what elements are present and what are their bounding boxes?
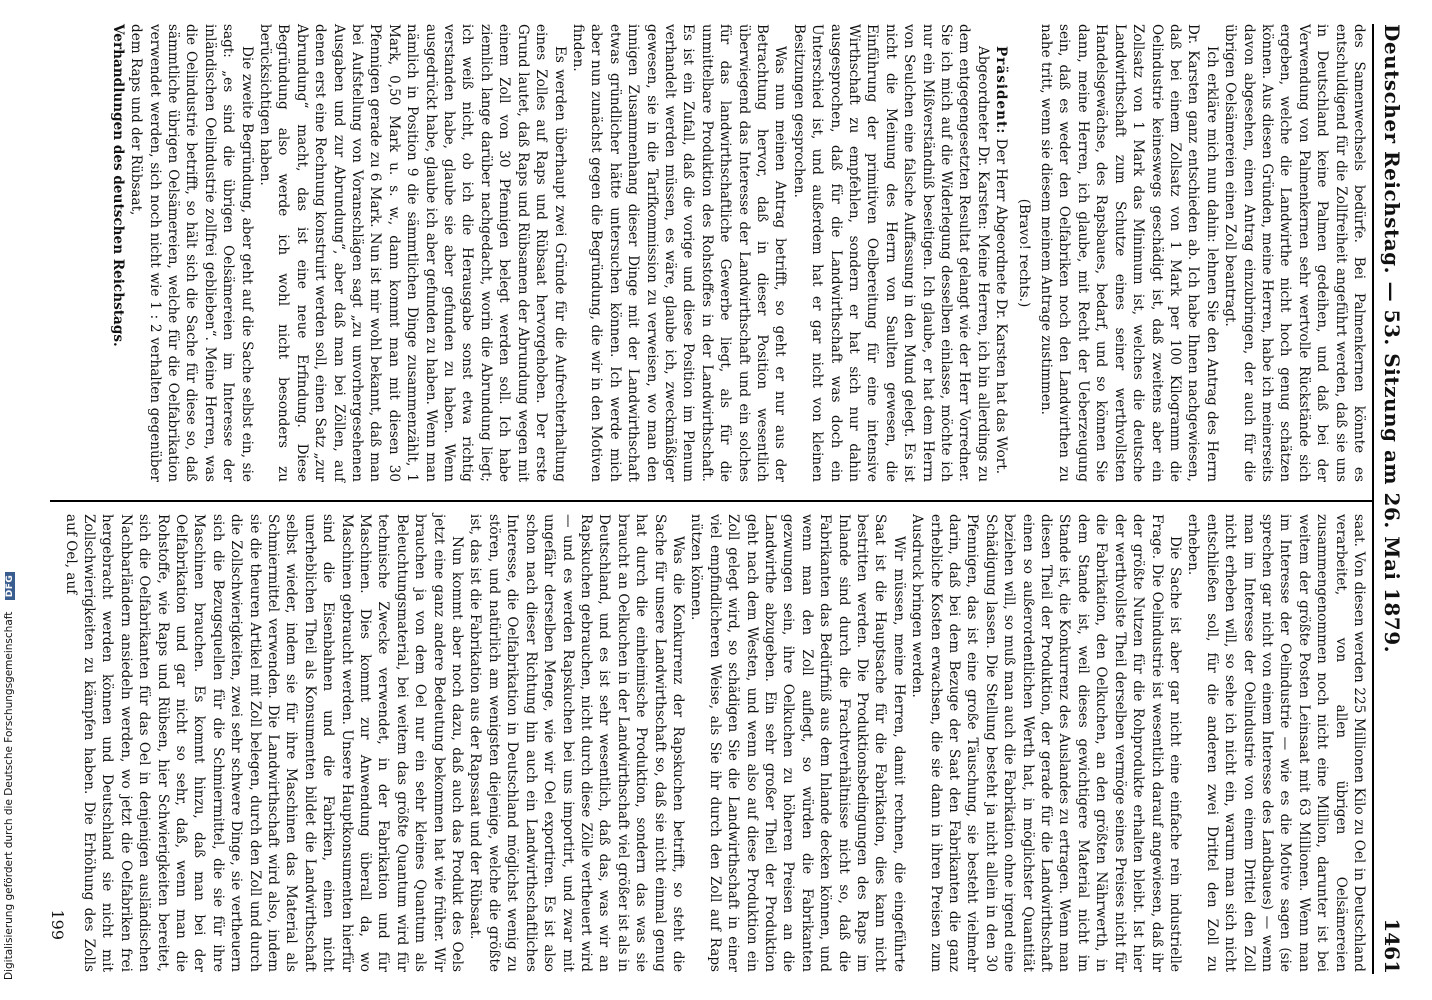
header-rule: [1372, 24, 1374, 974]
page-title: Deutscher Reichstag. — 53. Sitzung am 26. Mai 1879.: [1380, 24, 1404, 654]
page-number: 1461: [1380, 918, 1404, 974]
paragraph: Die Sache ist aber gar nicht eine einfache rein industrielle Frage. Die Oelindustrie ist wesentlich darauf angewiesen, daß ihr der größte Nutzen für die Rohprodukte erhalten bleibt. Ist hier der werthvollste Theil derselben vermöge seines Preises nicht für die Fabrikation, den Oelkuchen, an den größten Nährwerth, in dem Stande ist, weil dieses gewichtigere Material nicht im Stande ist, die Konkurrenz des Auslandes zu ertragen. Wenn man diesen Theil der Produktion, der gerade für die Landwirthschaft einen so außerordentlichen Werth hat, in möglichster Quantität beziehen will, so muß man auch die Fabrikation ohne irgend eine Schädigung lassen. Die Stellung besteht ja nicht allein in den 30 Pfennigen, das ist eine große Täuschung, sie besteht vielmehr darin, daß bei dem Bezuge der Saat den Fabrikanten die ganz erhebliche Kosten erwachsen, die sie dann in ihren Preisen zum Ausdruck bringen werden.: [909, 514, 1183, 972]
signature-line: Verhandlungen des deutschen Reichstags.: [109, 24, 126, 347]
paragraph: Die zweite Begründung, aber geht auf die Sache selbst ein, sie sagt: „es sind die übrigen Oelsämereien im Interesse der inländischen Oelindustrie zollfrei geblieben“. Meine Herren, was die Oelindustrie betrifft, so hält sich die Sache für diese so, daß sämmtliche übrigen Oelsämereien, welche für die Oelfabrikation verwendet werden, sich noch nicht wie 1 : 2 verhalten gegenüber dem Raps und der Rübsaat,: [128, 24, 255, 482]
footer-credit-text: Digitalisierung gefördert durch die Deutsche Forschungsgemeinschaft: [3, 611, 15, 980]
paragraph: Was nun meinen Antrag betrifft, so geht er nur aus der Betrachtung hervor, daß in dieser Position wesentlich überwiegend das Interesse der Landwirthschaft und ein solches für das landwirthschaftliche Gewerbe liegt, als für die unmittelbare Produktion des Rohstoffes in der Landwirthschaft. Es ist ein Zufall, daß die vorige und diese Position im Plenum verhandelt werden müssen, es wäre, glaube ich, zweckmäßiger gewesen, sie in die Tarifkommission zu verweisen, wo man den innigen Zusammenhang dieser Dinge mit der Landwirthschaft etwas gründlicher hätte untersuchen können. Ich werde mich aber nun zunächst gegen die Begründung, die wir in den Motiven finden.: [569, 24, 789, 482]
applause-note: (Bravo! rechts.): [1015, 198, 1032, 308]
column-divider: [50, 500, 1372, 502]
left-column: [108, 24, 1368, 482]
paragraph: Ich erkläre mich nun dahin: lehnen Sie den Antrag des Herrn Dr. Karsten ganz entschieden ab. Ich habe Ihnen nachgewiesen, daß bei einem Zollsatz von 1 Mark per 100 Kilogramm die Oelindustrie keineswegs geschädigt ist, daß zweitens aber ein Zollsatz von 1 Mark das Minimum ist, welches die deutsche Landwirthschaft zum Schutze eines seiner werthvollsten Handelsgewächse, des Rapsbaues, bedarf, und so können Sie dann, meine Herren, ich glaube, mit Recht der Ueberzeugung sein, daß es weder den Oelfabriken noch den Landwirthen zu nahe tritt, wenn sie diesem meinem Antrage zustimmen.: [1038, 24, 1220, 482]
page-header: [1378, 24, 1404, 974]
paragraph: Abgeordneter Dr. Karsten: Meine Herren, ich bin allerdings zu dem entgegengesetzten Resultat gelangt wie der Herr Vorredner. Sie ich mich auf die Widerlegung desselben einlasse, möchte ich nur ein Mißverständniß beseitigen. Ich glaube, er hat dem Herrn von Seulchen eine falsche Auffassung in den Mund gelegt. Es ist nicht die Meinung des Herrn von Saulten gewesen, die Einführung der primitiven Oelbereitung für eine intensive Wirthschaft zu empfehlen, sondern er hat sich nur dahin ausgesprochen, daß für die Landwirthschaft was doch ein Unterschied ist, und außerdem hat er gar nicht von kleinen Besitzungen gesprochen.: [790, 24, 991, 482]
paragraph: des Samenwechsels bedürfe. Bei Palmenkernen könnte es entschuldigend für die Zollfreiheit angeführt werden, daß sie uns in Deutschland keine Palmen gedeihen, und daß bei der Verwendung von Palmenkernen sehr wertvolle Rückstände sich ergeben, welche die Landwirthe nicht hoch genug schätzen können. Aus diesen Gründen, meine Herren, habe ich meinerseits davon abgesehen, einen Antrag einzubringen, der auch für die übrigen Oelsämereien einen Zoll beantragt.: [1222, 24, 1367, 482]
speaker-paragraph: [992, 24, 1010, 482]
paragraph: Nun kommt aber noch dazu, daß auch das Produkt des Oels jetzt eine ganz andere Bedeutung bekommen hat wie früher. Wir brauchen ja von dem Oel nur ein sehr kleines Quantum als Beleuchtungsmaterial, bei weitem das größte Quantum wird für technische Zwecke verwendet, in der Fabrikation und für Maschinen. Dies kommt zur Anwendung überall da, wo Maschinen gebraucht werden. Unsere Hauptkonsumenten hierfür sind die Eisenbahnen und die Fabriken, einen nicht unerheblichen Theil als Konsumenten bildet die Landwirthschaft selbst wieder, indem sie für ihre Maschinen das Material als Schmiermittel verwenden. Die Landwirthschaft wird also, indem sie die theuren Artikel mit Zoll belegen, durch den Zoll und durch die Zollschwierigkeiten, zwei sehr schwere Dinge, sie vertheuern sich die Bezugsquellen für die Schmiermittel, die sie für ihre Maschinen brauchen. Es kommt hinzu, daß man bei der Oelfabrikation und gar nicht so sehr, daß, wenn man die Rohstoffe, wie Raps und Rübsen, hier Schwierigkeiten bereitet, sich die Oelfabrikanten für das Oel in denjenigen ausländischen Nachbarländern ansiedeln werden, wo jetzt die Oelfabriken frei hergebracht werden können und Deutschland sie nicht mit Zollschwierigkeiten zu kämpfen haben. Die Erhöhung des Zolls auf Oel, auf: [62, 514, 466, 972]
speaker-text: Der Herr Abgeordnete Dr. Karsten hat das Wort.: [993, 134, 1010, 475]
paragraph: Es werden überhaupt zwei Gründe für die Aufrechterhaltung eines Zolles auf Raps und Rübsaat hervorgehoben. Der erste Grund lautet, daß Raps und Rübsamen der Abrundung wegen mit einem Zoll von 30 Pfennigen belegt werden soll. Ich habe ziemlich lange darüber nachgedacht, worin die Abrundung liegt; ich weiß nicht, ob ich die Herausgabe sonst etwa richtig verstanden habe, glaube sie aber gefunden zu haben. Wenn ausgedrückt habe, glaube ich aber gefunden zu haben. Wenn man nämlich in Position 9 die sämmtlichen Dinge zusammenzählt, 1 Mark, 0,50 Mark u. s. w., dann kommt man mit diesen 30 Pfennigen gerade zu 6 Mark. Nun ist mir wohl bekannt, daß man bei Aufstellung von Voranschlägen sagt „zu unvorhergesehenen Ausgaben und zur Abrundung“, aber daß man bei Zöllen, auf denen erst eine Rechnung konstruirt werden soll, einen Satz „zur Abrundung“ macht, das ist eine neue Erfindung. Diese Begründung also werde ich wohl nicht besonders zu berücksichtigen haben.: [257, 24, 568, 482]
speaker-name: Präsident:: [993, 46, 1010, 135]
scanned-page: [20, 0, 1432, 1000]
right-column: [61, 514, 1368, 972]
signature-number: 199: [48, 909, 67, 940]
footer-credit: [3, 0, 17, 1000]
paragraph: saat. Von diesen werden 225 Millionen Kilo zu Oel in Deutschland verarbeitet, von allen übrigen Oelsämereien zusammengenommen noch nicht eine Million, darunter ist bei weitem der größte Posten Leinsaat mit 63 Millionen. Wenn man im Interesse der Oelindustrie — wie es die Motive sagen (sie sprechen gar nicht von einem Interesse des Landbaues) — wenn man im Interesse der Oelindustrie von einem Drittel den Zoll nicht erheben will, so sehe ich nicht ein, warum man sich nicht entschließen soll, für die anderen zwei Drittel den Zoll zu erheben.: [1185, 514, 1367, 972]
paragraph: Was die Konkurrenz der Rapskuchen betrifft, so steht die Sache für unsere Landwirthschaft so, daß sie nicht einmal genug hat durch die einheimische Produktion, sondern das was sie braucht an Oelkuchen in der Landwirthschaft viel größer ist als in Deutschland, und es ist sehr wesentlich, daß das, was wir an Rapskuchen gebrauchen, nicht durch diese Zölle vertheuert wird — und es werden Rapskuchen bei uns importirt, und zwar mit ungefähr derselben Menge, wie wir Oel exportiren. Es ist also schon nach dieser Richtung hin auch ein Landwirthschaftliches Interesse, die Oelfabrikation in Deutschland möglichst wenig zu stören, und natürlich am wenigsten diejenige, welche die größte ist, das ist die Fabrikation aus der Rapssaat und der Rübsaat.: [467, 514, 686, 972]
paragraph: Wir müssen, meine Herren, damit rechnen, die eingeführte Saat ist die Hauptsache für die Fabrikation, dies kann nicht bestritten werden. Die Produktionsbedingungen des Raps im Inlande sind durch die Frachtverhältnisse nicht so, daß die Fabrikanten das Bedürfniß aus dem Inlande decken können, und wenn man den Zoll auflegt, so würden die Fabrikanten gezwungen sein, ihre Oelkuchen zu höheren Preisen an die Landwirthe abzugeben. Ein sehr großer Theil der Produktion geht nach dem Westen, und wenn also auf diese Produktion ein Zoll gelegt wird, so schädigen Sie die Landwirthschaft in einer viel empfindlicheren Weise, als Sie ihr durch den Zoll auf Raps nützen können.: [688, 514, 907, 972]
dfg-logo: DFG: [5, 572, 15, 601]
